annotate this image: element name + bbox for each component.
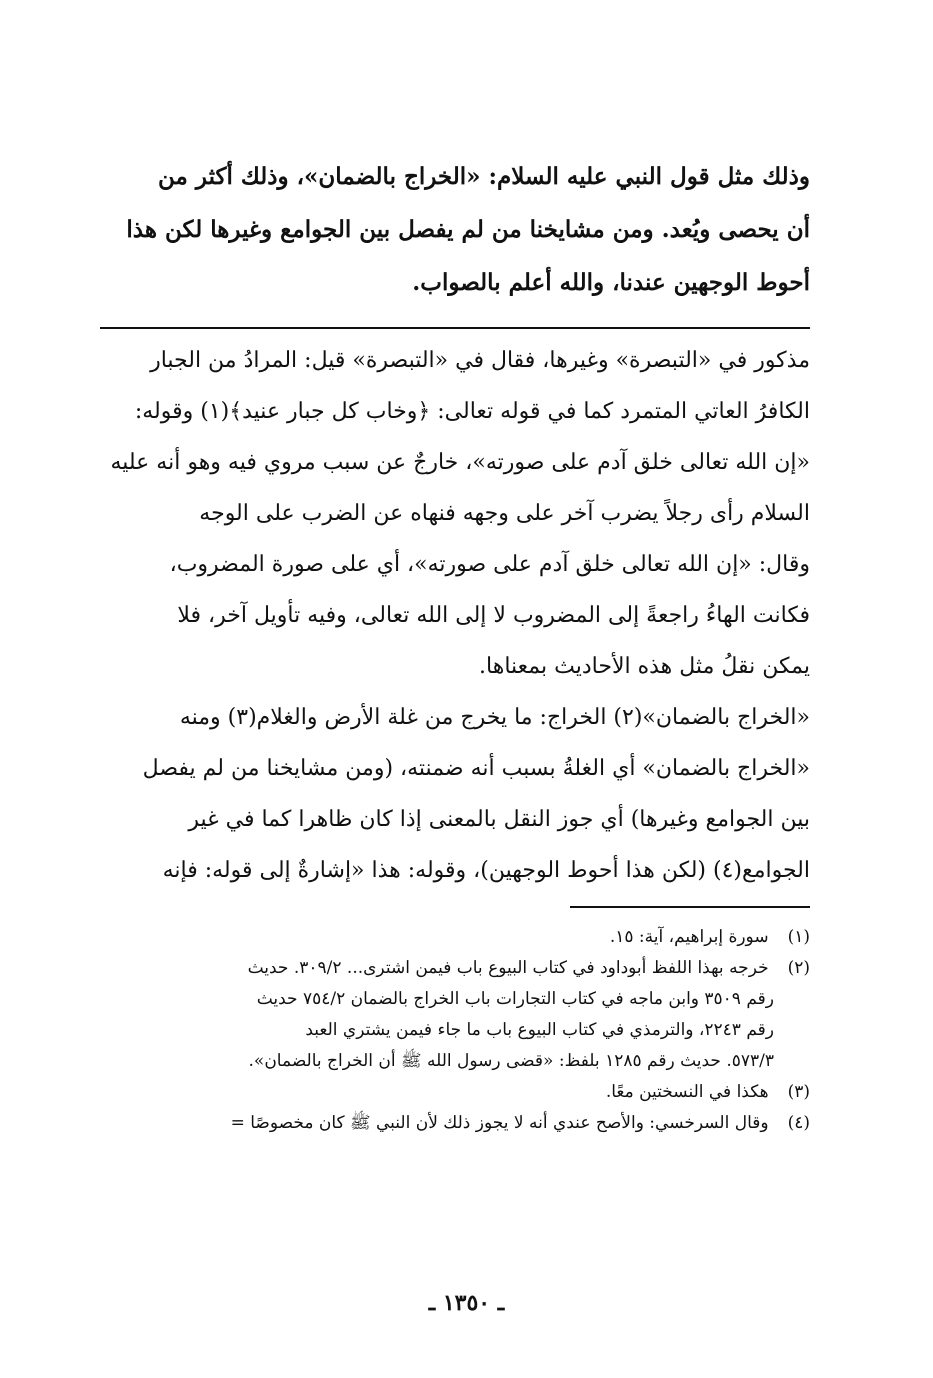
footnote-text: هكذا في النسختين معًا. [605,1082,769,1102]
commentary-line: السلام رأى رجلاً يضرب آخر على وجهه فنهاه عن الضرب على الوجه [199,501,810,526]
footnote-text: خرجه بهذا اللفظ أبوداود في كتاب البيوع باب فيمن اشترى... ٣٠٩/٢. حديث [247,958,769,978]
footnote-text: وقال السرخسي: والأصح عندي أنه لا يجوز ذلك لأن النبي ﷺ كان مخصوصًا = [230,1113,769,1133]
commentary-line: يمكن نقلُ مثل هذه الأحاديث بمعناها. [479,654,810,679]
commentary-line: وقال: «إن الله تعالى خلق آدم على صورته»، أي على صورة المضروب، [169,552,810,577]
commentary-line: «الخراج بالضمان» أي الغلةُ بسبب أنه ضمنته، (ومن مشايخنا من لم يفصل [142,756,810,781]
commentary-text [100,335,810,896]
page-number: ـ ١٣٥٠ ـ [428,1290,505,1316]
footnote-1 [100,922,810,953]
footnote-text: ٥٧٣/٣. حديث رقم ١٢٨٥ بلفظ: «قضى رسول الله ﷺ أن الخراج بالضمان». [248,1051,774,1071]
footnote-text: سورة إبراهيم، آية: ١٥. [609,927,769,947]
footnote-3 [100,1077,810,1108]
main-line: أحوط الوجهين عندنا، والله أعلم بالصواب. [412,269,810,296]
footnote-text: رقم ٣٥٠٩ وابن ماجه في كتاب التجارات باب الخراج بالضمان ٧٥٤/٢ حديث [256,989,774,1009]
main-divider [100,327,810,329]
commentary-line: بين الجوامع وغيرها) أي جوز النقل بالمعنى إذا كان ظاهرا كما في غير [188,807,810,832]
main-line: أن يحصى ويُعد. ومن مشايخنا من لم يفصل بين الجوامع وغيرها لكن هذا [126,216,810,243]
footnote-number: (٢) [787,958,810,978]
commentary-line: مذكور في «التبصرة» وغيرها، فقال في «التبصرة» قيل: المرادُ من الجبار [150,348,810,373]
footnote-divider [570,906,810,908]
footnote-2 [100,953,810,984]
commentary-line: «إن الله تعالى خلق آدم على صورته»، خارجٌ عن سبب مروي فيه وهو أنه عليه [110,450,810,475]
footnotes [100,922,810,1139]
commentary-line: الكافرُ العاتي المتمرد كما في قوله تعالى: ﴿وخاب كل جبار عنيد﴾(١) وقوله: [134,399,810,424]
commentary-line: الجوامع(٤) (لكن هذا أحوط الوجهين)، وقوله: هذا «إشارةٌ إلى قوله: فإنه [162,858,810,883]
footnote-text: رقم ٢٢٤٣، والترمذي في كتاب البيوع باب ما جاء فيمن يشتري العبد [305,1020,774,1040]
commentary-line: «الخراج بالضمان»(٢) الخراج: ما يخرج من غلة الأرض والغلام(٣) ومنه [179,705,810,730]
footnote-number: (١) [787,927,810,947]
footnote-number: (٤) [787,1113,810,1133]
main-line: وذلك مثل قول النبي عليه السلام: «الخراج بالضمان»، وذلك أكثر من [158,163,810,190]
main-text [100,150,810,309]
commentary-line: فكانت الهاءُ راجعةً إلى المضروب لا إلى الله تعالى، وفيه تأويل آخر، فلا [177,603,810,628]
footnote-number: (٣) [787,1082,810,1102]
footnote-4 [100,1108,810,1139]
page-body [100,150,810,1139]
